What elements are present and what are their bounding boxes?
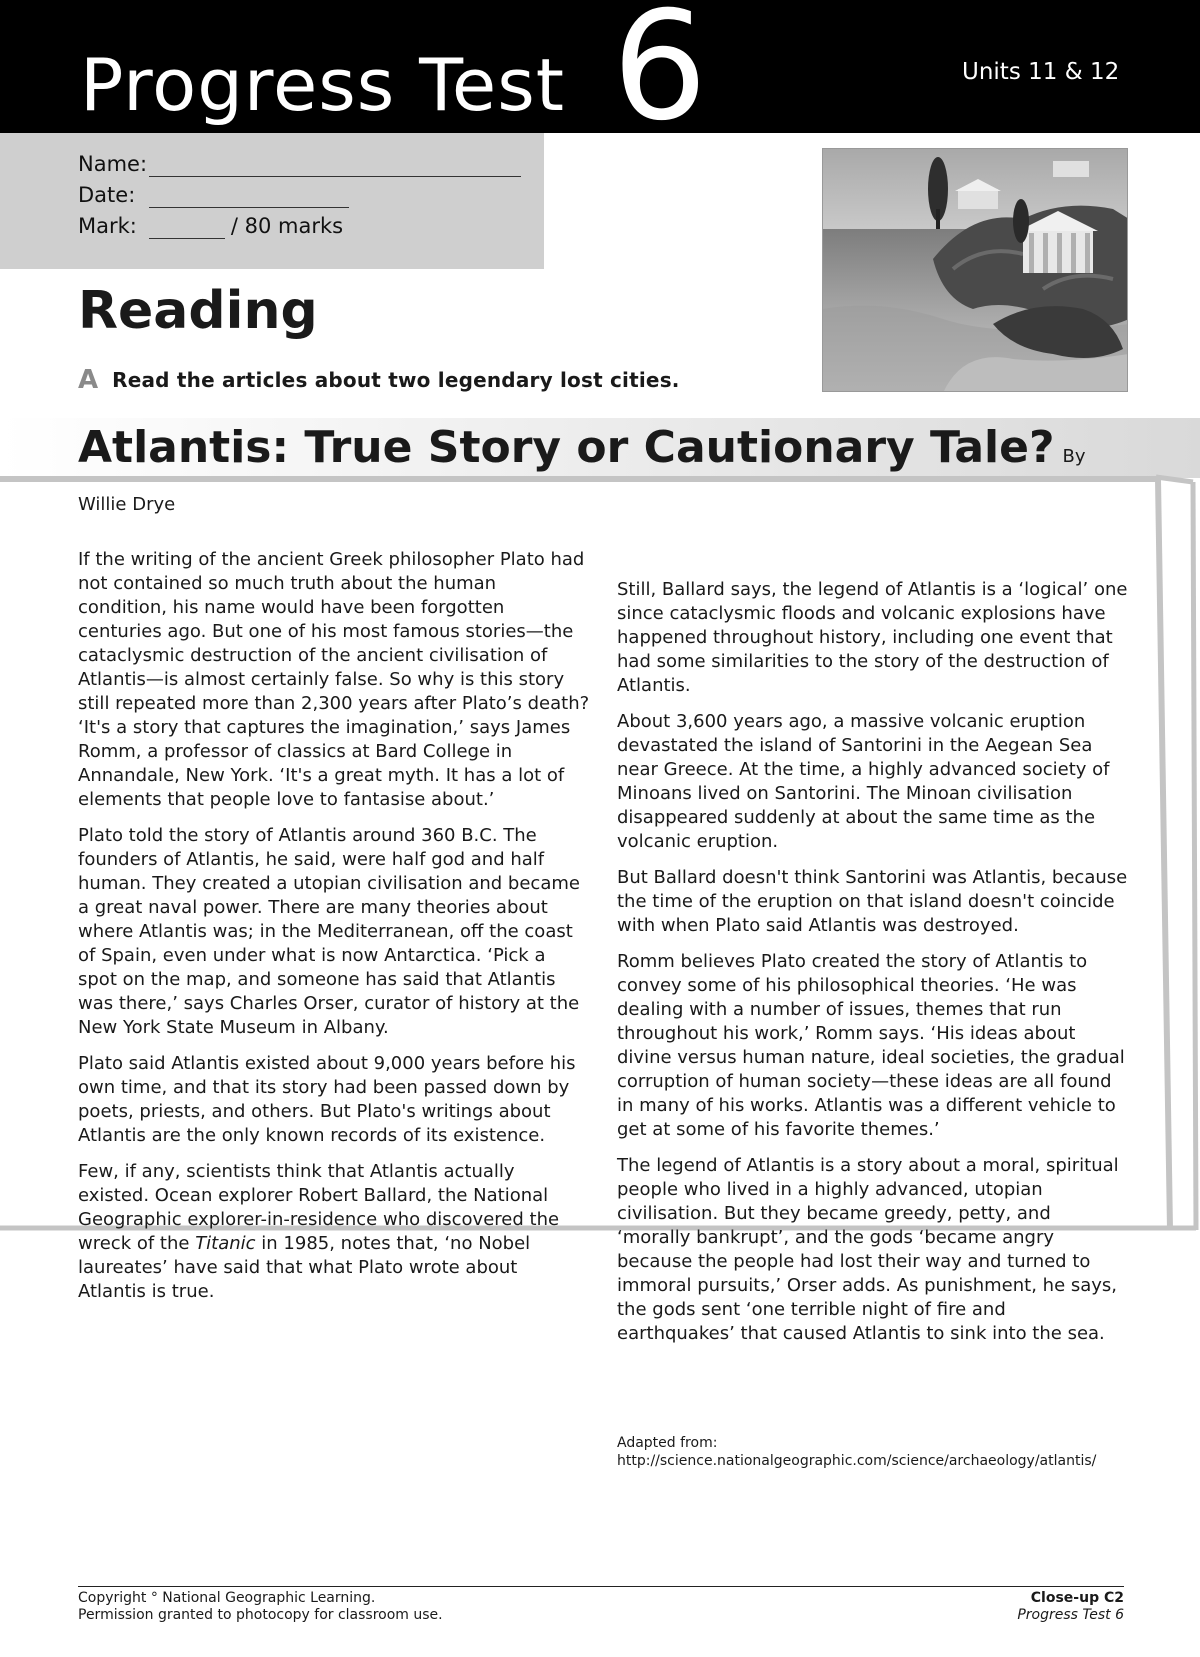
section-heading: Reading: [78, 281, 318, 341]
article-by: By: [1062, 446, 1086, 467]
mark-field[interactable]: [149, 217, 225, 239]
date-label: Date:: [78, 183, 136, 207]
article-author: Willie Drye: [78, 494, 176, 515]
paragraph: The legend of Atlantis is a story about a moral, spiritual people who lived in a highly advanced, utopian civilisation. But they became greedy, petty, and ‘morally bankrupt’, and the gods ‘became angry because the people had lost their way and turned to immoral pursuits,’ Orser adds. As punishment, he says, the gods sent ‘one terrible night of fire and earthquakes’ that caused Atlantis to sink into the sea.: [617, 1155, 1119, 1344]
source-label: Adapted from:: [617, 1435, 718, 1451]
footer-divider: [78, 1586, 1124, 1587]
name-row: [78, 151, 521, 177]
source-citation: [617, 1434, 1096, 1470]
article-left-column: [78, 548, 590, 1316]
source-url[interactable]: http://science.nationalgeographic.com/science/archaeology/atlantis/: [617, 1453, 1097, 1469]
footer-test-name: Progress Test 6: [1017, 1607, 1124, 1623]
paragraph: If the writing of the ancient Greek philosopher Plato had not contained so much truth about the human condition, his name would have been forgotten centuries ago. But one of his most famous stories—the cataclysmic destruction of the ancient civilisation of Atlantis—is almost certainly false. So why is this story still repeated more than 2,300 years after Plato’s death? ‘It's a story that captures the imagination,’ says James Romm, a professor of classics at Bard College in Annandale, New York. ‘It's a great myth. It has a lot of elements that people love to fantasise about.’: [78, 549, 590, 810]
mark-row: [78, 213, 343, 239]
article-title-text: Atlantis: True Story or Cautionary Tale?: [78, 422, 1055, 473]
student-info-box: [0, 133, 544, 269]
page-title: Progress Test: [80, 43, 565, 127]
date-row: [78, 182, 349, 208]
atlantis-illustration: [822, 148, 1128, 392]
copyright-text: Copyright ° National Geographic Learning.: [78, 1590, 376, 1606]
paragraph: [78, 1160, 590, 1304]
paragraph-text: in 1985, notes that, ‘no Nobel laureates’ have said that what Plato wrote about Atlantis is true.: [78, 1233, 531, 1302]
paragraph: Plato said Atlantis existed about 9,000 years before his own time, and that its story had been passed down by poets, priests, and others. But Plato's writings about Atlantis are the only known records of its existence.: [78, 1053, 576, 1146]
brand-name: Close-up C2: [1030, 1590, 1124, 1606]
units-label: Units 11 & 12: [962, 59, 1120, 85]
name-label: Name:: [78, 152, 148, 176]
paragraph: Still, Ballard says, the legend of Atlantis is a ‘logical’ one since cataclysmic floods and volcanic explosions have happened throughout history, including one event that had some similarities to the story of the destruction of Atlantis.: [617, 579, 1128, 696]
titanic-italic: Titanic: [195, 1233, 256, 1254]
paragraph-text: Few, if any, scientists think that Atlantis actually existed. Ocean explorer Robert Ballard, the National Geographic explorer-in-residence who discovered the wreck of the: [78, 1161, 560, 1254]
paragraph: Plato told the story of Atlantis around 360 B.C. The founders of Atlantis, he said, were half god and half human. They created a utopian civilisation and became a great naval power. There are many theories about where Atlantis was; in the Mediterranean, off the coast of Spain, even under what is now Antarctica. ‘Pick a spot on the map, and someone has said that Atlantis was there,’ says Charles Orser, curator of history at the New York State Museum in Albany.: [78, 825, 580, 1038]
mark-suffix: / 80 marks: [230, 214, 344, 238]
instruction: [78, 366, 680, 394]
footer-right: [1017, 1590, 1124, 1624]
footer-left: [78, 1590, 443, 1624]
instruction-text: Read the articles about two legendary lost cities.: [112, 368, 680, 392]
header-bar: [0, 0, 1200, 154]
permission-text: Permission granted to photocopy for classroom use.: [78, 1607, 443, 1623]
mark-label: Mark:: [78, 214, 137, 238]
paragraph: About 3,600 years ago, a massive volcanic eruption devastated the island of Santorini in the Aegean Sea near Greece. At the time, a highly advanced society of Minoans lived on Santorini. The Minoan civilisation disappeared suddenly at about the same time as the volcanic eruption.: [617, 711, 1110, 852]
article-right-column: [617, 578, 1129, 1358]
instruction-letter: A: [78, 365, 99, 395]
paragraph: Romm believes Plato created the story of Atlantis to convey some of his philosophical theories. ‘He was dealing with a number of issues, themes that run throughout his work,’ Romm says. ‘His ideas about divine versus human nature, ideal societies, the gradual corruption of human society—these ideas are all found in many of his works. Atlantis was a different vehicle to get at some of his favorite themes.’: [617, 951, 1125, 1140]
name-field[interactable]: [149, 155, 521, 177]
paragraph: But Ballard doesn't think Santorini was Atlantis, because the time of the eruption on that island doesn't coincide with when Plato said Atlantis was destroyed.: [617, 867, 1128, 936]
test-number: 6: [612, 0, 708, 154]
date-field[interactable]: [149, 186, 349, 208]
